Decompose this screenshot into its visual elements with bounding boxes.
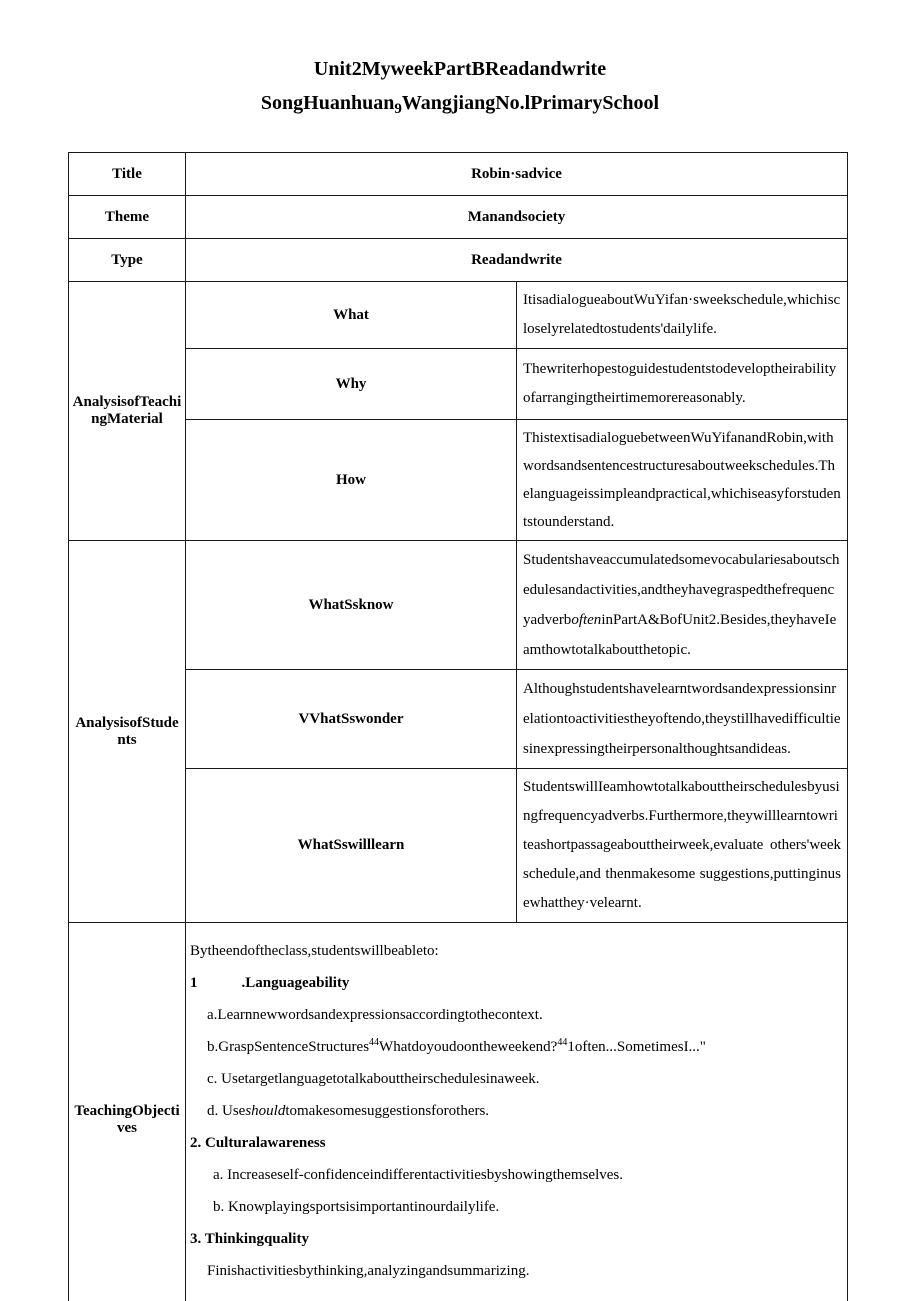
item-1-number: 1 [190,975,198,991]
table-row-type [69,239,848,282]
objectives-item-3: 3. Thinkingquality [190,1231,309,1247]
subtitle-separator: 9 [394,101,402,117]
cell-how-text: ThistextisadialoguebetweenWuYifanandRobin,withwordsandsentencestructuresaboutweekschedules.Thelanguageissimpleandpractical,whichiseasyforstudentstounderstand. [517,420,848,541]
cell-theme-value: Manandsociety [186,196,848,239]
know-text-pre: Studentshaveaccumulatedsomevocabulariesaboutschedulesandactivities,andtheyhavegraspedthefrequencyadverb [523,552,840,628]
table-row-how [69,420,848,541]
objectives-intro: Bytheendoftheclass,studentswillbeableto: [190,943,439,959]
row-label-title: Title [69,153,186,196]
cell-learn-text: StudentswillIeamhowtotalkabouttheirschedulesbyusingfrequencyadverbs.Furthermore,theywilllearntowriteashortpassageabouttheirweek,evaluate others'week schedule,and thenmakesome suggestions,puttinginusewhatthey·velearnt. [517,769,848,923]
lesson-plan-table [68,152,848,1301]
table-row-what [69,282,848,349]
row-label-analysis-students: AnalysisofStudents [69,541,186,923]
cell-type-value: Readandwrite [186,239,848,282]
cell-why-text: Thewriterhopestoguidestudentstodeveloptheirabilityofarrangingtheirtimemorereasonably. [517,349,848,420]
row-label-type: Type [69,239,186,282]
row-label-analysis-material: AnalysisofTeachingMaterial [69,282,186,541]
subtitle-author: SongHuanhuan [260,92,395,114]
sub-label-ss-will-learn: WhatSswilllearn [186,769,517,923]
table-row-title [69,153,848,196]
subtitle-school: WangjiangNo.lPrimarySchool [401,92,660,114]
table-row-why [69,349,848,420]
item-1b-quote-1: 44 [369,1037,380,1048]
document-header [0,56,920,122]
table-row-theme [69,196,848,239]
sub-label-ss-know: WhatSsknow [186,541,517,670]
objectives-item-2b: b. Knowplayingsportsisimportantinourdailylife. [213,1199,500,1215]
objectives-item-1a: a.Learnnewwordsandexpressionsaccordingtothecontext. [207,1007,543,1023]
row-label-teaching-objectives: TeachingObjectives [69,923,186,1301]
item-1b-post: 1often...SometimesI..." [567,1039,706,1055]
sub-label-ss-wonder: VVhatSswonder [186,670,517,769]
cell-wonder-text: Althoughstudentshavelearntwordsandexpressionsinrelationtoactivitiestheyoftendo,theystillhavedifficultiesinexpressingtheirpersonalthoughtsandideas. [517,670,848,769]
cell-what-text: ItisadialogueaboutWuYifan·sweekschedule,whichiscloselyrelatedtostudents'dailylife. [517,282,848,349]
item-1b-mid: Whatdoyoudoontheweekend? [379,1039,558,1055]
objectives-item-1c: c. Usetargetlanguagetotalkabouttheirschedulesinaweek. [207,1071,540,1087]
objectives-item-2: 2. Culturalawareness [190,1135,326,1151]
objectives-item-1b [190,1037,839,1058]
item-1d-pre: d. Use [207,1103,246,1119]
objectives-item-2a: a. Increaseself-confidenceindifferentactivitiesbyshowingthemselves. [213,1167,623,1183]
cell-know-text [517,541,848,670]
cell-objectives [186,923,848,1301]
row-label-theme: Theme [69,196,186,239]
cell-title-value: Robin·sadvice [186,153,848,196]
objectives-item-1 [190,973,839,994]
item-1b-quote-2: 44 [557,1037,568,1048]
item-1d-italic: should [245,1103,286,1119]
item-1d-post: tomakesomesuggestionsforothers. [285,1103,490,1119]
item-1-title: .Languageability [241,975,350,991]
objectives-item-1d [190,1101,839,1122]
sub-label-how: How [186,420,517,541]
objectives-item-3-text: Finishactivitiesbythinking,analyzingandsummarizing. [207,1263,530,1279]
know-text-italic: often [571,612,602,628]
sub-label-what: What [186,282,517,349]
item-1b-pre: b.GraspSentenceStructures [207,1039,370,1055]
sub-label-why: Why [186,349,517,420]
table-row-know [69,541,848,670]
table-row-objectives [69,923,848,1301]
table-row-learn [69,769,848,923]
page-subtitle [0,90,920,122]
table-row-wonder [69,670,848,769]
page-title: Unit2MyweekPartBReadandwrite [313,58,607,80]
know-text-post: inPartA&BofUnit2.Besides,theyhaveIeamthowtotalkaboutthetopic. [523,612,837,658]
